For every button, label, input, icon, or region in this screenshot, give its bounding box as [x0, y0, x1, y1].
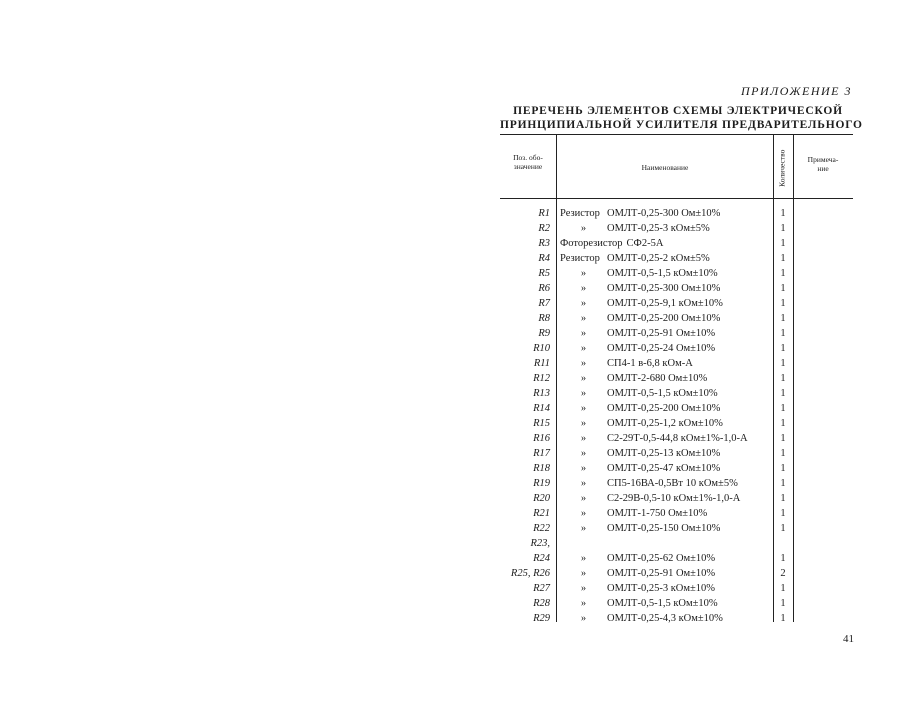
row-name-prefix: »: [580, 283, 587, 294]
row-name: [560, 341, 715, 356]
row-quantity: 1: [780, 448, 786, 459]
row-name-prefix: »: [580, 358, 587, 369]
table-row: [500, 206, 853, 221]
row-name-value: С2-29В-0,5-10 кОм±1%-1,0-А: [607, 493, 741, 504]
row-quantity: 1: [780, 553, 786, 564]
row-name: [560, 401, 720, 416]
row-position: R22: [533, 523, 550, 534]
row-position: R15: [533, 418, 550, 429]
table-row: [500, 491, 853, 506]
row-name-prefix: »: [580, 223, 587, 234]
row-name-value: ОМЛТ-0,25-300 Ом±10%: [607, 208, 721, 219]
row-name: [560, 416, 723, 431]
row-name-prefix: »: [580, 418, 587, 429]
row-name-value: ОМЛТ-1-750 Ом±10%: [607, 508, 708, 519]
row-position: R12: [533, 373, 550, 384]
row-name: [560, 521, 720, 536]
row-quantity: 1: [780, 223, 786, 234]
row-name-value: ОМЛТ-0,25-200 Ом±10%: [607, 403, 721, 414]
row-quantity: 1: [780, 523, 786, 534]
row-name: [560, 566, 715, 581]
row-position: R21: [533, 508, 550, 519]
row-name-value: ОМЛТ-0,25-300 Ом±10%: [607, 283, 721, 294]
table-body: [500, 206, 853, 626]
row-name: [560, 236, 663, 251]
row-name-value: ОМЛТ-0,25-150 Ом±10%: [607, 523, 721, 534]
table-row: [500, 581, 853, 596]
row-position: R4: [538, 253, 550, 264]
row-name-prefix: »: [580, 598, 587, 609]
row-quantity: 1: [780, 298, 786, 309]
row-quantity: 1: [780, 328, 786, 339]
row-name-value: ОМЛТ-0,25-3 кОм±10%: [607, 583, 716, 594]
row-name: [560, 326, 715, 341]
row-name-value: ОМЛТ-0,25-3 кОм±5%: [607, 223, 710, 234]
table-row: [500, 536, 853, 551]
row-position: R27: [533, 583, 550, 594]
row-position: R2: [538, 223, 550, 234]
table-row: [500, 461, 853, 476]
row-name-prefix: »: [580, 313, 587, 324]
row-position: R5: [538, 268, 550, 279]
row-quantity: 1: [780, 238, 786, 249]
row-quantity: 1: [780, 418, 786, 429]
table-row: [500, 476, 853, 491]
row-name-prefix: »: [580, 403, 587, 414]
table-row: [500, 446, 853, 461]
row-quantity: 2: [780, 568, 786, 579]
row-position: R29: [533, 613, 550, 624]
row-quantity: 1: [780, 343, 786, 354]
row-name: [560, 596, 718, 611]
row-name-value: ОМЛТ-0,5-1,5 кОм±10%: [607, 598, 718, 609]
row-name-prefix: »: [580, 463, 587, 474]
row-name-value: ОМЛТ-0,25-9,1 кОм±10%: [607, 298, 723, 309]
row-name-value: ОМЛТ-0,25-13 кОм±10%: [607, 448, 721, 459]
table-row: [500, 311, 853, 326]
row-name-value: ОМЛТ-0,25-1,2 кОм±10%: [607, 418, 723, 429]
table-row: [500, 611, 853, 626]
row-name-prefix: »: [580, 523, 587, 534]
row-quantity: 1: [780, 403, 786, 414]
table-row: [500, 416, 853, 431]
row-name-prefix: »: [580, 343, 587, 354]
header-position: Поз. обо- значение: [513, 153, 543, 171]
row-name: [560, 611, 723, 626]
row-position: R17: [533, 448, 550, 459]
appendix-label: ПРИЛОЖЕНИЕ 3: [741, 84, 852, 98]
row-quantity: 1: [780, 313, 786, 324]
row-position: R13: [533, 388, 550, 399]
row-name: [560, 206, 720, 221]
row-position: R23,: [530, 538, 550, 549]
title-line-2: ПРИНЦИПИАЛЬНОЙ УСИЛИТЕЛЯ ПРЕДВАРИТЕЛЬНОГО: [500, 119, 863, 131]
row-name: [560, 476, 738, 491]
elements-table: [500, 134, 853, 622]
row-name: [560, 356, 693, 371]
row-name: [560, 281, 720, 296]
row-name-prefix: »: [580, 493, 587, 504]
row-name-value: ОМЛТ-0,25-24 Ом±10%: [607, 343, 716, 354]
row-name-prefix: »: [580, 298, 587, 309]
header-name: Наименование: [641, 163, 689, 172]
table-row: [500, 236, 853, 251]
row-name-prefix: »: [580, 433, 587, 444]
row-name: [560, 446, 720, 461]
row-name-prefix: »: [580, 448, 587, 459]
row-quantity: 1: [780, 208, 786, 219]
row-quantity: 1: [780, 433, 786, 444]
table-row: [500, 596, 853, 611]
row-name-prefix: Фоторезистор: [560, 238, 623, 249]
row-name-value: ОМЛТ-0,25-4,3 кОм±10%: [607, 613, 723, 624]
row-name-prefix: »: [580, 268, 587, 279]
table-row: [500, 521, 853, 536]
table-row: [500, 266, 853, 281]
row-name-prefix: »: [580, 328, 587, 339]
row-position: R8: [538, 313, 550, 324]
header-note: Примеча- ние: [807, 155, 839, 173]
row-name-value: СП5-16ВА-0,5Вт 10 кОм±5%: [607, 478, 738, 489]
row-quantity: 1: [780, 253, 786, 264]
row-quantity: 1: [780, 598, 786, 609]
page-number: 41: [843, 633, 854, 645]
row-quantity: 1: [780, 373, 786, 384]
row-name: [560, 551, 715, 566]
row-name: [560, 536, 607, 551]
table-row: [500, 326, 853, 341]
row-position: R16: [533, 433, 550, 444]
row-name: [560, 251, 710, 266]
row-position: R24: [533, 553, 550, 564]
row-position: R20: [533, 493, 550, 504]
row-name: [560, 461, 720, 476]
title-line-1: ПЕРЕЧЕНЬ ЭЛЕМЕНТОВ СХЕМЫ ЭЛЕКТРИЧЕСКОЙ: [513, 105, 843, 117]
row-position: R9: [538, 328, 550, 339]
row-position: R25, R26: [510, 568, 550, 579]
row-quantity: 1: [780, 463, 786, 474]
row-position: R7: [538, 298, 550, 309]
row-position: R6: [538, 283, 550, 294]
row-name-value: СФ2-5А: [626, 238, 664, 249]
row-name-prefix: »: [580, 568, 587, 579]
row-name: [560, 581, 715, 596]
row-name-prefix: »: [580, 583, 587, 594]
row-position: R1: [538, 208, 550, 219]
row-name-value: ОМЛТ-0,25-47 кОм±10%: [607, 463, 721, 474]
table-row: [500, 221, 853, 236]
row-name-prefix: »: [580, 508, 587, 519]
table-row: [500, 251, 853, 266]
document-title: [500, 104, 863, 132]
table-row: [500, 506, 853, 521]
row-name: [560, 296, 723, 311]
row-name: [560, 371, 707, 386]
table-row: [500, 566, 853, 581]
table-row: [500, 356, 853, 371]
row-name-prefix: »: [580, 478, 587, 489]
row-quantity: 1: [780, 493, 786, 504]
row-name-prefix: »: [580, 388, 587, 399]
row-position: R19: [533, 478, 550, 489]
table-row: [500, 551, 853, 566]
table-row: [500, 341, 853, 356]
row-position: R11: [533, 358, 550, 369]
row-quantity: 1: [780, 268, 786, 279]
row-name-value: ОМЛТ-0,5-1,5 кОм±10%: [607, 388, 718, 399]
row-name: [560, 386, 718, 401]
row-quantity: 1: [780, 388, 786, 399]
row-name-value: С2-29Т-0,5-44,8 кОм±1%-1,0-А: [607, 433, 748, 444]
table-row: [500, 431, 853, 446]
table-row: [500, 281, 853, 296]
table-top-rule: [500, 134, 853, 135]
row-name-value: ОМЛТ-0,25-62 Ом±10%: [607, 553, 716, 564]
table-row: [500, 296, 853, 311]
row-quantity: 1: [780, 583, 786, 594]
row-position: R18: [533, 463, 550, 474]
row-position: R28: [533, 598, 550, 609]
row-name: [560, 431, 748, 446]
row-name-value: ОМЛТ-0,5-1,5 кОм±10%: [607, 268, 718, 279]
row-name-prefix: Резистор: [560, 253, 600, 264]
row-name: [560, 506, 707, 521]
row-quantity: 1: [780, 508, 786, 519]
row-name-prefix: Резистор: [560, 208, 600, 219]
row-name-value: ОМЛТ-0,25-200 Ом±10%: [607, 313, 721, 324]
row-name-prefix: »: [580, 373, 587, 384]
row-name-value: ОМЛТ-0,25-91 Ом±10%: [607, 568, 716, 579]
row-quantity: 1: [780, 358, 786, 369]
row-name: [560, 311, 720, 326]
row-name-value: ОМЛТ-0,25-91 Ом±10%: [607, 328, 716, 339]
row-position: R10: [533, 343, 550, 354]
row-quantity: 1: [780, 283, 786, 294]
row-position: R14: [533, 403, 550, 414]
row-name-prefix: »: [580, 613, 587, 624]
row-name-value: ОМЛТ-0,25-2 кОм±5%: [607, 253, 710, 264]
row-name-prefix: »: [580, 553, 587, 564]
table-row: [500, 401, 853, 416]
table-header-rule: [500, 198, 853, 199]
table-row: [500, 371, 853, 386]
table-row: [500, 386, 853, 401]
row-name: [560, 266, 718, 281]
row-name: [560, 221, 710, 236]
header-quantity: Количество: [777, 149, 787, 187]
row-name: [560, 491, 740, 506]
row-position: R3: [538, 238, 550, 249]
row-name-value: СП4-1 в-6,8 кОм-А: [607, 358, 693, 369]
row-quantity: 1: [780, 613, 786, 624]
row-quantity: 1: [780, 478, 786, 489]
row-name-value: ОМЛТ-2-680 Ом±10%: [607, 373, 708, 384]
